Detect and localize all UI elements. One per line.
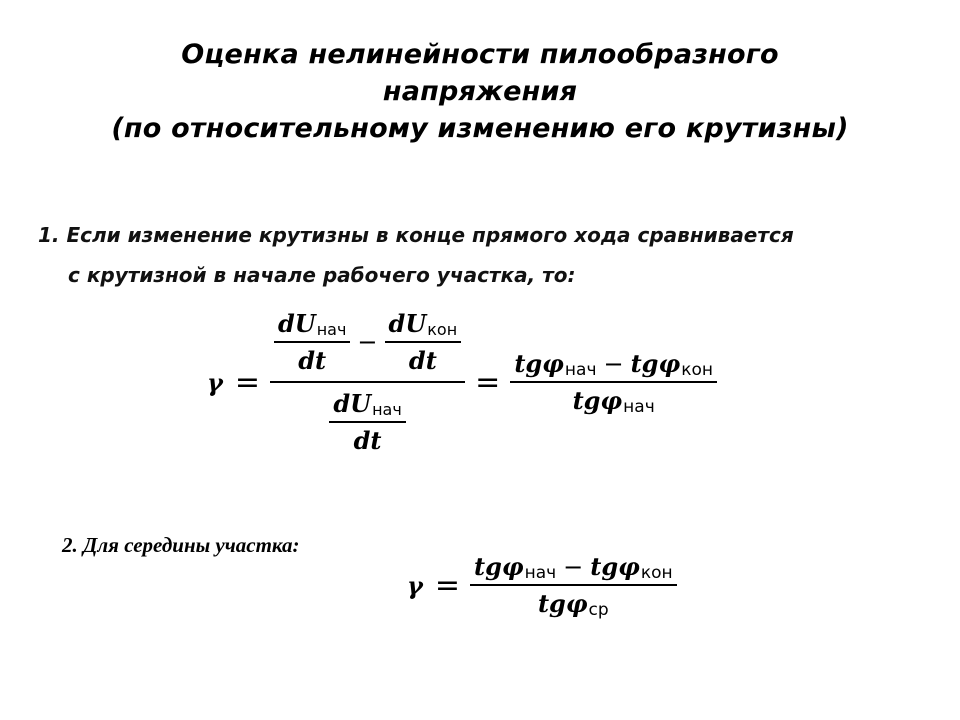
gamma-symbol: γ — [207, 367, 223, 397]
gamma-symbol: γ — [407, 570, 423, 600]
du-kon-dt-fraction: dU кон dt — [385, 309, 462, 375]
minus-sign: − — [563, 552, 584, 581]
equals-sign: = — [475, 364, 501, 400]
tangent-ratio-middle-fraction: tgφ нач − tgφ кон tgφ ср — [470, 552, 677, 618]
condition-1-line-2: с крутизной в начале рабочего участка, то: — [68, 263, 576, 287]
du-nach-dt-fraction-denominator: dU нач dt — [329, 389, 405, 455]
condition-1-text — [38, 215, 794, 295]
minus-sign: − — [357, 328, 378, 356]
du-nach-dt-fraction: dU нач dt — [274, 309, 350, 375]
derivative-difference — [270, 309, 465, 383]
title-line-3: (по относительному изменению его крутизны) — [111, 113, 849, 144]
slide-title — [0, 36, 960, 147]
minus-sign: − — [603, 349, 624, 378]
formula-2 — [405, 535, 677, 635]
condition-2-text: 2. Для середины участка: — [62, 533, 300, 557]
equals-sign: = — [234, 364, 260, 400]
tangent-ratio-fraction: tgφ нач − tgφ кон tgφ нач — [510, 349, 717, 415]
title-line-2: напряжения — [382, 76, 578, 107]
derivative-base — [325, 383, 409, 455]
derivative-ratio-fraction — [270, 309, 465, 455]
equals-sign: = — [434, 567, 460, 603]
formula-1 — [205, 309, 717, 455]
condition-1-line-1: 1. Если изменение крутизны в конце прямого хода сравнивается — [38, 223, 794, 247]
title-line-1: Оценка нелинейности пилообразного — [181, 39, 779, 70]
